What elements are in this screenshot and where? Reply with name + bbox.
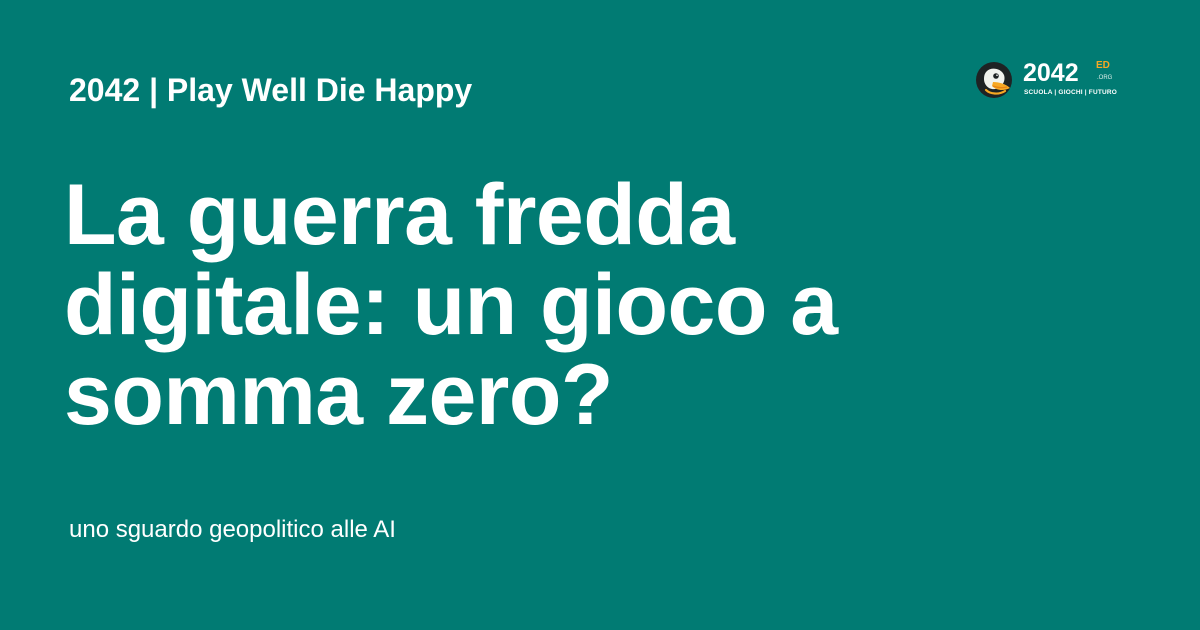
title-line: somma zero?	[64, 347, 613, 443]
logo-superscript: ED	[1096, 60, 1110, 71]
site-kicker: 2042 | Play Well Die Happy	[69, 72, 473, 108]
page-title	[64, 167, 924, 443]
bird-mascot-icon	[975, 61, 1013, 99]
logo-tagline: SCUOLA | GIOCHI | FUTURO	[1024, 89, 1118, 96]
title-line: digitale: un gioco a	[64, 257, 838, 353]
title-line: La guerra fredda	[64, 167, 735, 263]
logo-number: 2042	[1023, 59, 1079, 87]
site-logo-link[interactable]	[975, 58, 1125, 100]
logo-domain-suffix: .ORG	[1097, 75, 1113, 81]
page-subtitle: uno sguardo geopolitico alle AI	[69, 516, 396, 543]
